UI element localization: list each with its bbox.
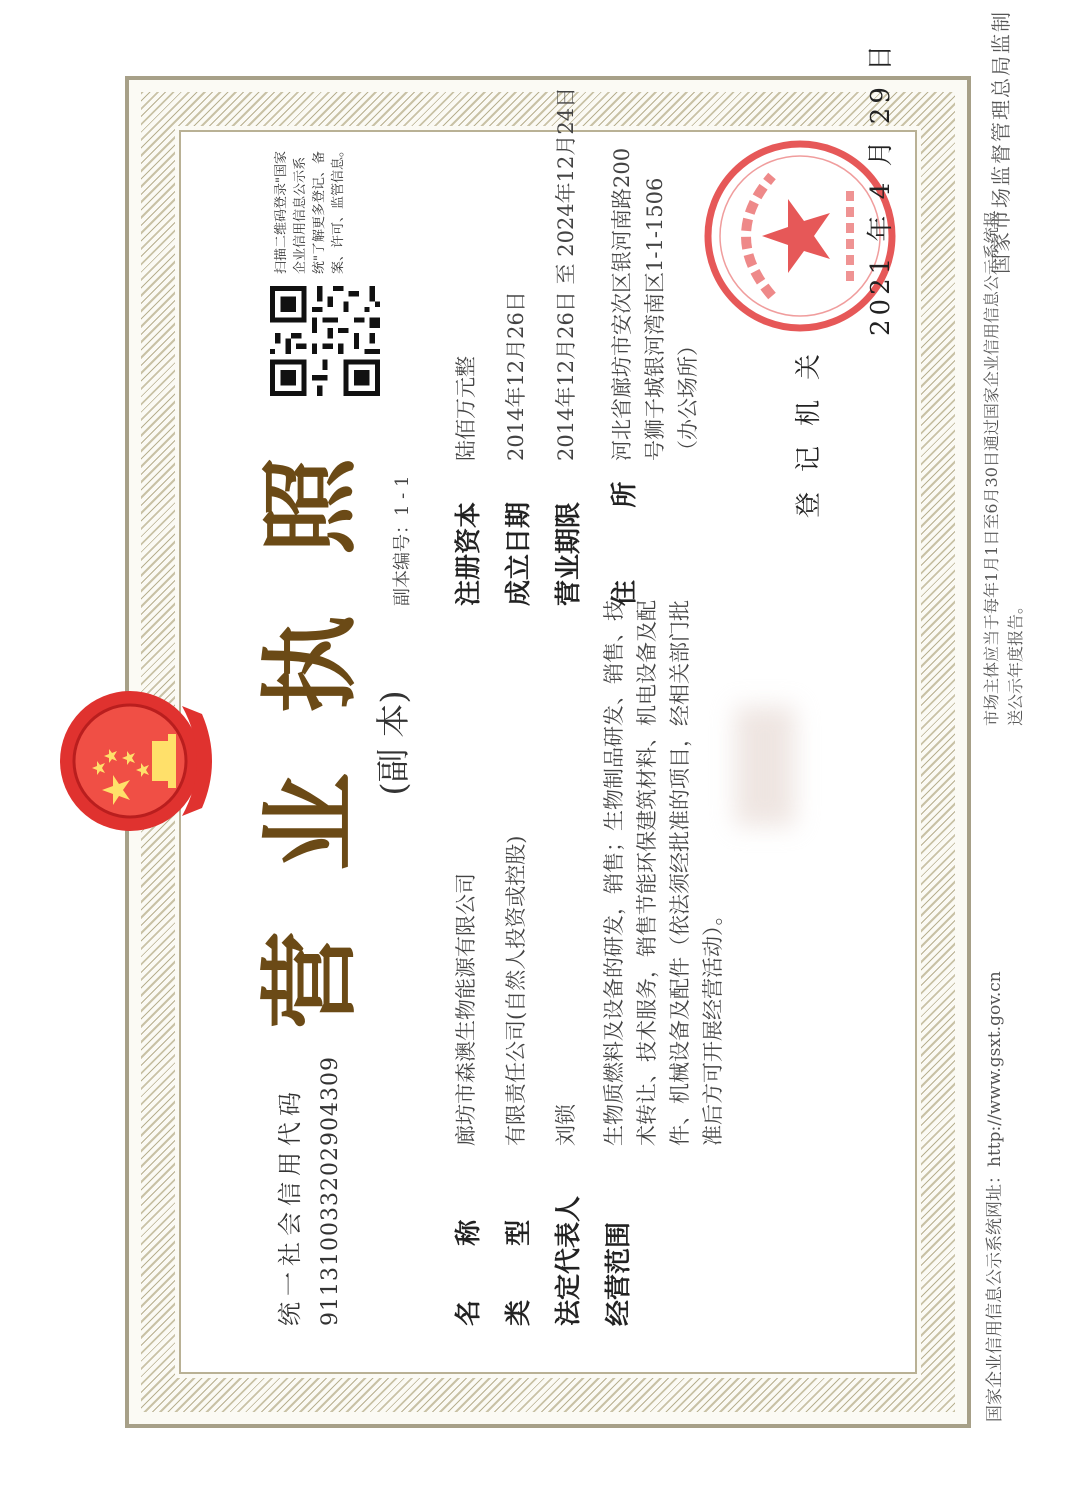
issue-year: 2021 [866, 253, 896, 336]
scope-label: 经营范围 [604, 1221, 634, 1326]
address-label: 住 所 [610, 481, 640, 606]
qr-caption: 扫描二维码登录"国家企业信用信息公示系统"了解更多登记、备案、许可、监管信息。 [274, 143, 346, 274]
footer-notice: 市场主体应当于每年1月1日至6月30日通过国家企业信用信息公示系统报送公示年度报告。 [982, 211, 1025, 726]
company-address: 河北省廊坊市安次区银河南路200号狮子城银河湾南区1-1-1506（办公场所） [610, 147, 700, 461]
copy-number: 副本编号：1 - 1 [392, 475, 413, 606]
issue-date [860, 41, 897, 336]
certificate-subtitle: (副 本) [374, 690, 414, 796]
business-scope: 生物质燃料及设备的研发，销售；生物制品研发、销售、技术转让、技术服务，销售节能环保建筑材料、机电设备及配件、机械设备及配件（依法须经批准的项目，经相关部门批准后方可开展经营活动）。 [602, 600, 725, 1146]
redaction-blur [735, 706, 795, 826]
month-unit: 月 [866, 136, 896, 167]
legal-rep-label: 法定代表人 [554, 1195, 584, 1326]
uscc-value: 911310033202904309 [318, 1056, 343, 1326]
national-emblem-icon [52, 686, 218, 836]
name-label: 名 称 [454, 1219, 484, 1326]
legal-rep-value: 刘锁 [554, 1104, 578, 1146]
business-term: 2014年12月26日 至 2024年12月24日 [554, 86, 578, 461]
certificate-title: 营业执照 [253, 397, 368, 1030]
established-label: 成立日期 [504, 501, 534, 606]
qr-code-icon[interactable] [270, 286, 380, 396]
footer-issuer: 国家市场监督管理总局监制 [989, 10, 1013, 274]
company-name: 廊坊市森澳生物能源有限公司 [454, 873, 478, 1146]
registered-capital: 陆佰万元整 [454, 356, 478, 461]
issue-day: 29 [866, 83, 896, 125]
footer-website: 国家企业信用信息公示系统网址：http://www.gsxt.gov.cn [985, 971, 1005, 1422]
term-label: 营业期限 [554, 501, 584, 606]
capital-label: 注册资本 [454, 501, 484, 606]
registration-authority-label: 登记机关 [794, 333, 824, 518]
day-unit: 日 [866, 40, 896, 71]
issue-month: 4 [866, 178, 896, 200]
company-type: 有限责任公司(自然人投资或控股) [504, 835, 528, 1146]
type-label: 类 型 [504, 1219, 534, 1326]
established-date: 2014年12月26日 [504, 291, 528, 461]
year-unit: 年 [866, 211, 896, 242]
uscc-label: 统一社会信用代码 [276, 1086, 304, 1326]
